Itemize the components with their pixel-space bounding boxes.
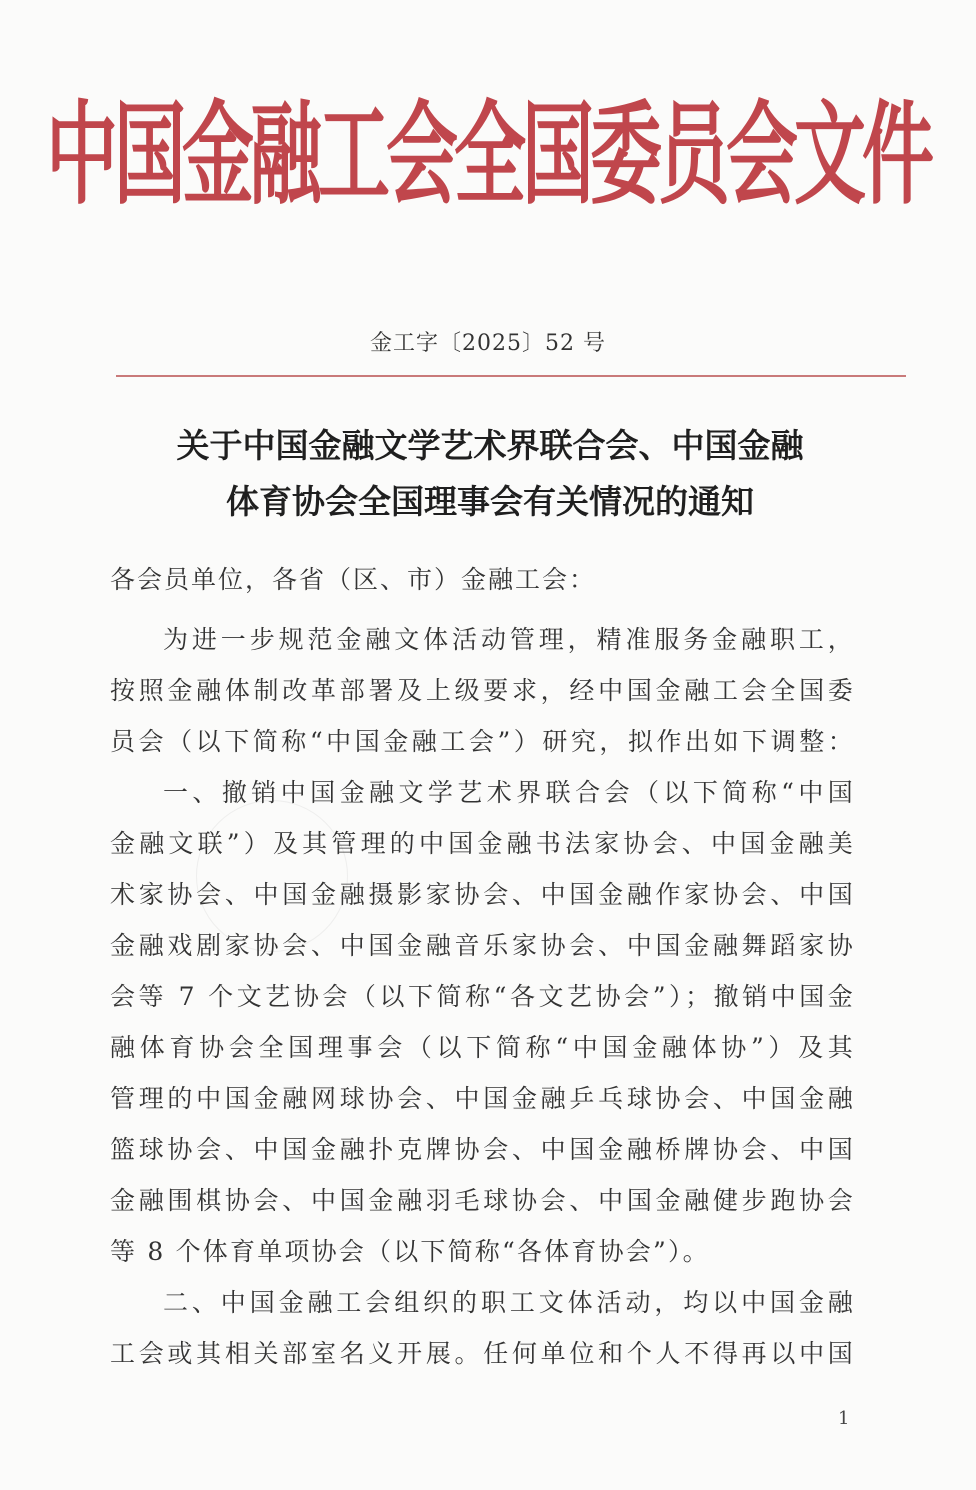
body-line: 金融围棋协会、中国金融羽毛球协会、中国金融健步跑协会 [110, 1186, 855, 1215]
body-line: 会等 7 个文艺协会（以下简称“各文艺协会”）；撤销中国金 [110, 982, 855, 1011]
subject-line: 体育协会全国理事会有关情况的通知 [226, 482, 754, 521]
salutation: 各会员单位，各省（区、市）金融工会： [110, 565, 597, 594]
document-number: 金工字〔2025〕52 号 [370, 331, 606, 356]
subject-line: 关于中国金融文学艺术界联合会、中国金融 [176, 426, 804, 465]
document-header-title: 中国金融工会全国委员会文件 [45, 88, 930, 220]
body-line: 术家协会、中国金融摄影家协会、中国金融作家协会、中国 [110, 880, 855, 909]
body-line: 工会或其相关部室名义开展。任何单位和个人不得再以中国 [110, 1339, 855, 1368]
body-line: 金融戏剧家协会、中国金融音乐家协会、中国金融舞蹈家协 [110, 931, 855, 960]
body-line: 管理的中国金融网球协会、中国金融乒乓球协会、中国金融 [110, 1084, 855, 1113]
body-line: 金融文联”）及其管理的中国金融书法家协会、中国金融美 [110, 829, 855, 858]
body-line: 二、中国金融工会组织的职工文体活动，均以中国金融 [163, 1288, 855, 1317]
body-line: 一、撤销中国金融文学艺术界联合会（以下简称“中国 [163, 778, 855, 807]
body-line: 融体育协会全国理事会（以下简称“中国金融体协”）及其 [110, 1033, 855, 1062]
notice-subject [100, 418, 880, 530]
header-divider [116, 375, 906, 377]
body-line: 篮球协会、中国金融扑克牌协会、中国金融桥牌协会、中国 [110, 1135, 855, 1164]
body-line: 等 8 个体育单项协会（以下简称“各体育协会”）。 [110, 1237, 710, 1266]
body-line: 员会（以下简称“中国金融工会”）研究，拟作出如下调整： [110, 727, 855, 756]
body-line: 为进一步规范金融文体活动管理，精准服务金融职工， [163, 625, 855, 654]
body-line: 按照金融体制改革部署及上级要求，经中国金融工会全国委 [110, 676, 855, 705]
page-number: 1 [838, 1408, 850, 1429]
